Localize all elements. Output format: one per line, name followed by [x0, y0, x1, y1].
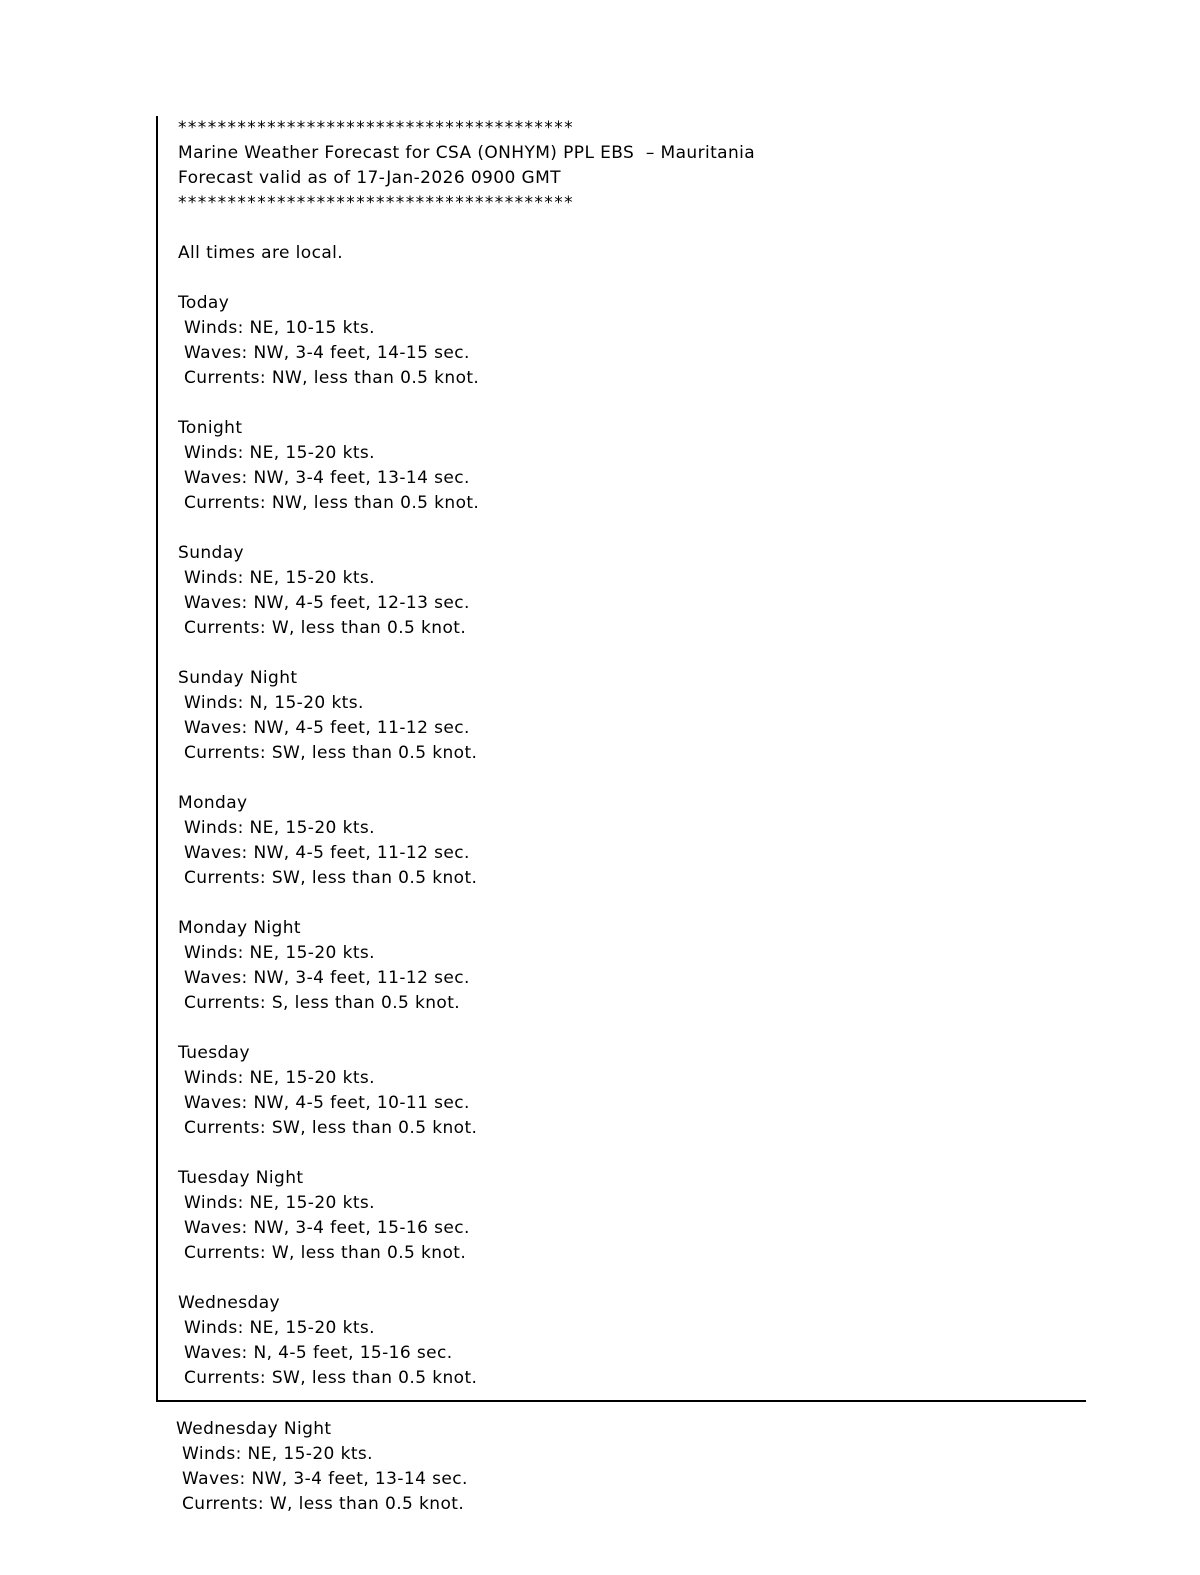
winds-line: Winds: NE, 15-20 kts. [184, 1318, 375, 1338]
day-label: Wednesday Night [176, 1419, 332, 1439]
currents-line: Currents: NW, less than 0.5 knot. [184, 493, 480, 513]
day-label: Tuesday [178, 1043, 250, 1063]
winds-line: Winds: NE, 15-20 kts. [184, 943, 375, 963]
currents-line: Currents: W, less than 0.5 knot. [184, 1243, 467, 1263]
winds-line: Winds: NE, 15-20 kts. [184, 568, 375, 588]
divider-bottom: **************************************** [178, 193, 574, 213]
currents-line: Currents: SW, less than 0.5 knot. [184, 1368, 478, 1388]
waves-line: Waves: NW, 4-5 feet, 11-12 sec. [184, 718, 470, 738]
waves-line: Waves: NW, 4-5 feet, 10-11 sec. [184, 1093, 470, 1113]
day-label: Wednesday [178, 1293, 281, 1313]
day-label: Monday Night [178, 918, 301, 938]
winds-line: Winds: NE, 15-20 kts. [184, 443, 375, 463]
winds-line: Winds: NE, 15-20 kts. [182, 1444, 373, 1464]
winds-line: Winds: NE, 15-20 kts. [184, 1193, 375, 1213]
day-label: Monday [178, 793, 248, 813]
currents-line: Currents: W, less than 0.5 knot. [184, 618, 467, 638]
forecast-text-box [156, 116, 1086, 1402]
forecast-section-monday [178, 791, 1086, 891]
forecast-section-sunday [178, 541, 1086, 641]
day-label: Sunday Night [178, 668, 298, 688]
forecast-section-sunday-night [178, 666, 1086, 766]
forecast-overflow-block [156, 1417, 1106, 1542]
spacer [178, 266, 1086, 291]
waves-line: Waves: NW, 4-5 feet, 11-12 sec. [184, 843, 470, 863]
winds-line: Winds: N, 15-20 kts. [184, 693, 364, 713]
document-validity: Forecast valid as of 17-Jan-2026 0900 GMT [178, 168, 561, 188]
forecast-section-wednesday-night [176, 1417, 1106, 1517]
waves-line: Waves: NW, 3-4 feet, 14-15 sec. [184, 343, 470, 363]
day-label: Sunday [178, 543, 245, 563]
waves-line: Waves: NW, 4-5 feet, 12-13 sec. [184, 593, 470, 613]
currents-line: Currents: W, less than 0.5 knot. [182, 1494, 465, 1514]
day-label: Tuesday Night [178, 1168, 304, 1188]
waves-line: Waves: NW, 3-4 feet, 13-14 sec. [182, 1469, 468, 1489]
waves-line: Waves: N, 4-5 feet, 15-16 sec. [184, 1343, 453, 1363]
document-title: Marine Weather Forecast for CSA (ONHYM) PPL EBS – Mauritania [178, 143, 756, 163]
forecast-section-today [178, 291, 1086, 391]
currents-line: Currents: SW, less than 0.5 knot. [184, 743, 478, 763]
local-times-note: All times are local. [178, 243, 344, 263]
day-label: Tonight [178, 418, 243, 438]
winds-line: Winds: NE, 10-15 kts. [184, 318, 375, 338]
waves-line: Waves: NW, 3-4 feet, 15-16 sec. [184, 1218, 470, 1238]
waves-line: Waves: NW, 3-4 feet, 13-14 sec. [184, 468, 470, 488]
forecast-section-tuesday-night [178, 1166, 1086, 1266]
waves-line: Waves: NW, 3-4 feet, 11-12 sec. [184, 968, 470, 988]
currents-line: Currents: S, less than 0.5 knot. [184, 993, 461, 1013]
spacer [178, 216, 1086, 241]
currents-line: Currents: NW, less than 0.5 knot. [184, 368, 480, 388]
winds-line: Winds: NE, 15-20 kts. [184, 1068, 375, 1088]
currents-line: Currents: SW, less than 0.5 knot. [184, 1118, 478, 1138]
forecast-section-tonight [178, 416, 1086, 516]
forecast-section-monday-night [178, 916, 1086, 1016]
forecast-section-tuesday [178, 1041, 1086, 1141]
day-label: Today [178, 293, 230, 313]
currents-line: Currents: SW, less than 0.5 knot. [184, 868, 478, 888]
divider-top: **************************************** [178, 118, 574, 138]
winds-line: Winds: NE, 15-20 kts. [184, 818, 375, 838]
forecast-section-wednesday [178, 1291, 1086, 1391]
